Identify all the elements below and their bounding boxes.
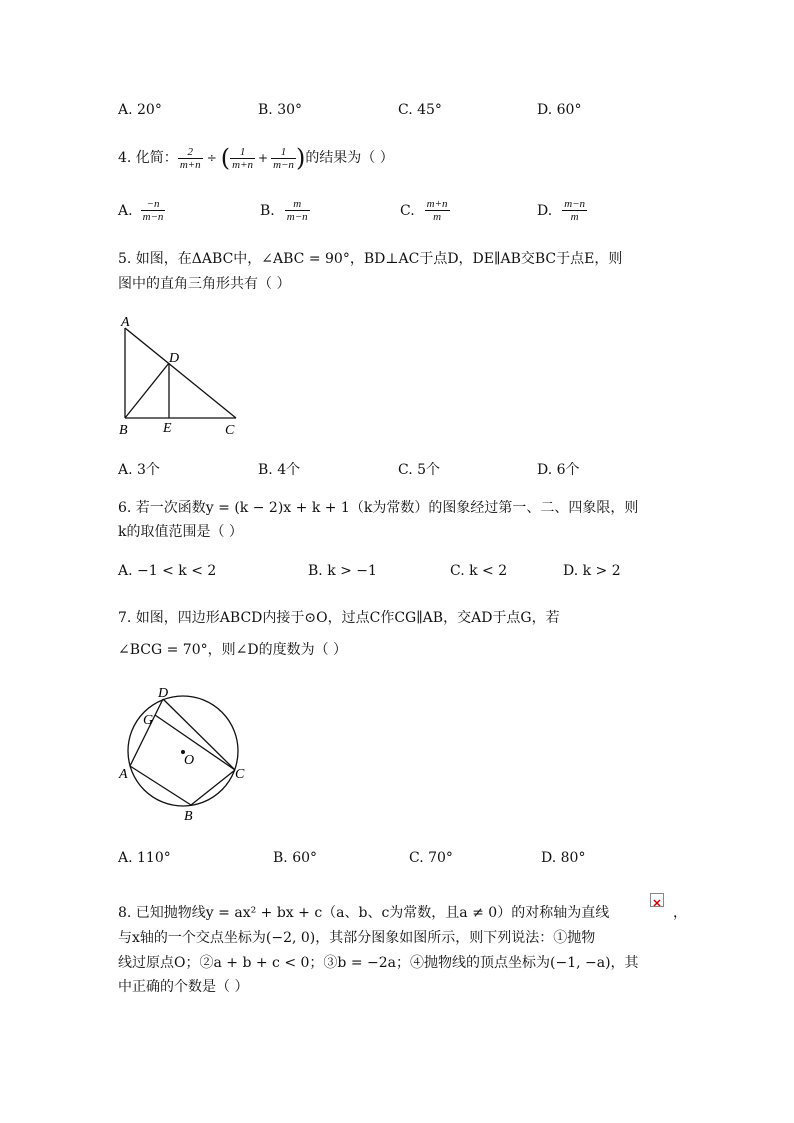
- q4-option-d-num: m−n: [564, 198, 586, 210]
- q3-option-b: B. 30°: [258, 102, 303, 118]
- q4-option-b-letter: B.: [260, 202, 275, 219]
- q8-line1: 8. 已知抛物线y = ax² + bx + c（a、b、c为常数，且a ≠ 0）的对称轴为直线: [118, 905, 610, 921]
- label-a: A: [121, 315, 130, 330]
- q7-line1: 7. 如图，四边形ABCD内接于⊙O，过点C作CG∥AB，交AD于点G，若: [118, 610, 560, 626]
- label-b: B: [184, 809, 193, 824]
- q8-comma: ，: [673, 905, 687, 921]
- q6-option-b: B. k > −1: [308, 563, 377, 579]
- q5-line2: 图中的直角三角形共有（ ）: [118, 276, 291, 292]
- label-o: O: [184, 753, 195, 768]
- label-d: D: [158, 686, 169, 701]
- q5-option-c: C. 5个: [398, 462, 441, 478]
- q4-option-a-letter: A.: [118, 202, 133, 219]
- q4-option-c-letter: C.: [400, 202, 415, 219]
- q4-option-c-den: m: [433, 211, 442, 223]
- segment-cg: [155, 715, 235, 770]
- q8-line4: 中正确的个数是（ ）: [118, 979, 249, 995]
- q4-option-d-den: m: [570, 211, 579, 223]
- q7-option-d: D. 80°: [541, 850, 586, 866]
- q4-option-b-den: m−n: [286, 211, 308, 223]
- broken-image-icon: [650, 893, 664, 907]
- q4-option-a: [118, 198, 165, 223]
- q5-triangle-figure: [112, 310, 252, 440]
- q4-fraction-1: [178, 146, 203, 171]
- q4-f3-num: 1: [271, 146, 296, 159]
- label-e: E: [163, 421, 172, 436]
- q6-option-d: D. k > 2: [563, 563, 621, 579]
- segment-dc: [163, 699, 235, 770]
- q4-f1-num: 2: [178, 146, 203, 159]
- q4-fraction-2: [230, 146, 255, 171]
- q4-option-d-letter: D.: [537, 202, 553, 219]
- label-a: A: [119, 767, 128, 782]
- segment-ba: [130, 766, 191, 805]
- q3-option-c: C. 45°: [398, 102, 442, 118]
- q8-line2: 与x轴的一个交点坐标为(−2, 0)，其部分图象如图所示，则下列说法：①抛物: [118, 930, 596, 946]
- q4-f2-den: m+n: [232, 158, 253, 171]
- q6-line2: k的取值范围是（ ）: [118, 524, 243, 540]
- label-c: C: [235, 767, 245, 782]
- q4-paren-open: (: [220, 144, 231, 172]
- label-g: G: [143, 713, 154, 728]
- q4-op2: +: [258, 151, 269, 165]
- segment-ac: [125, 328, 236, 418]
- q7-option-a: A. 110°: [118, 850, 171, 866]
- q7-option-c: C. 70°: [409, 850, 453, 866]
- q5-option-d: D. 6个: [537, 462, 580, 478]
- q7-option-b: B. 60°: [273, 850, 318, 866]
- q4-fraction-3: [271, 146, 296, 171]
- q4-f2-num: 1: [230, 146, 255, 159]
- q7-circle-figure: [112, 682, 262, 827]
- q4-suffix: 的结果为（ ）: [305, 150, 394, 166]
- q4-option-d-fraction: [562, 198, 587, 223]
- q4-f1-den: m+n: [179, 158, 201, 171]
- q6-option-c: C. k < 2: [450, 563, 508, 579]
- q5-option-b: B. 4个: [258, 462, 301, 478]
- label-d: D: [169, 351, 180, 366]
- q4-option-c: [400, 198, 450, 223]
- label-c: C: [225, 423, 235, 438]
- segment-bd: [125, 363, 169, 418]
- q4-option-a-num: −n: [141, 198, 166, 211]
- q5-option-a: A. 3个: [118, 462, 160, 478]
- broken-image-x-icon: [651, 897, 663, 909]
- q6-line1: 6. 若一次函数y = (k − 2)x + k + 1（k为常数）的图象经过第一、二、四象限，则: [118, 500, 639, 516]
- q4-option-c-fraction: [425, 198, 450, 223]
- q3-option-d: D. 60°: [537, 102, 582, 118]
- q7-line2: ∠BCG = 70°，则∠D的度数为（ ）: [118, 642, 348, 658]
- q4-option-d: [537, 198, 587, 223]
- q3-option-a: A. 20°: [118, 102, 162, 118]
- q4-option-b: [260, 198, 310, 223]
- label-b: B: [119, 423, 128, 438]
- q4-option-b-num: m: [285, 198, 310, 211]
- segment-cb: [191, 770, 235, 805]
- q4-op1: ÷: [206, 151, 217, 165]
- q4-prefix: 4. 化简：: [118, 150, 178, 166]
- q4-option-a-fraction: [141, 198, 166, 223]
- q4-option-a-den: m−n: [142, 211, 164, 223]
- q5-line1: 5. 如图，在ΔABC中，∠ABC = 90°，BD⊥AC于点D，DE∥AB交BC于点E，则: [118, 251, 623, 267]
- q4-option-c-num: m+n: [426, 198, 448, 210]
- q6-option-a: A. −1 < k < 2: [118, 563, 217, 579]
- q4-paren-close: ): [295, 144, 306, 172]
- q4-f3-den: m−n: [273, 158, 294, 171]
- q8-line3: 线过原点O；②a + b + c < 0；③b = −2a；④抛物线的顶点坐标为(−1, −a)，其: [118, 955, 639, 971]
- q4-question: [118, 138, 394, 178]
- q4-option-b-fraction: [285, 198, 310, 223]
